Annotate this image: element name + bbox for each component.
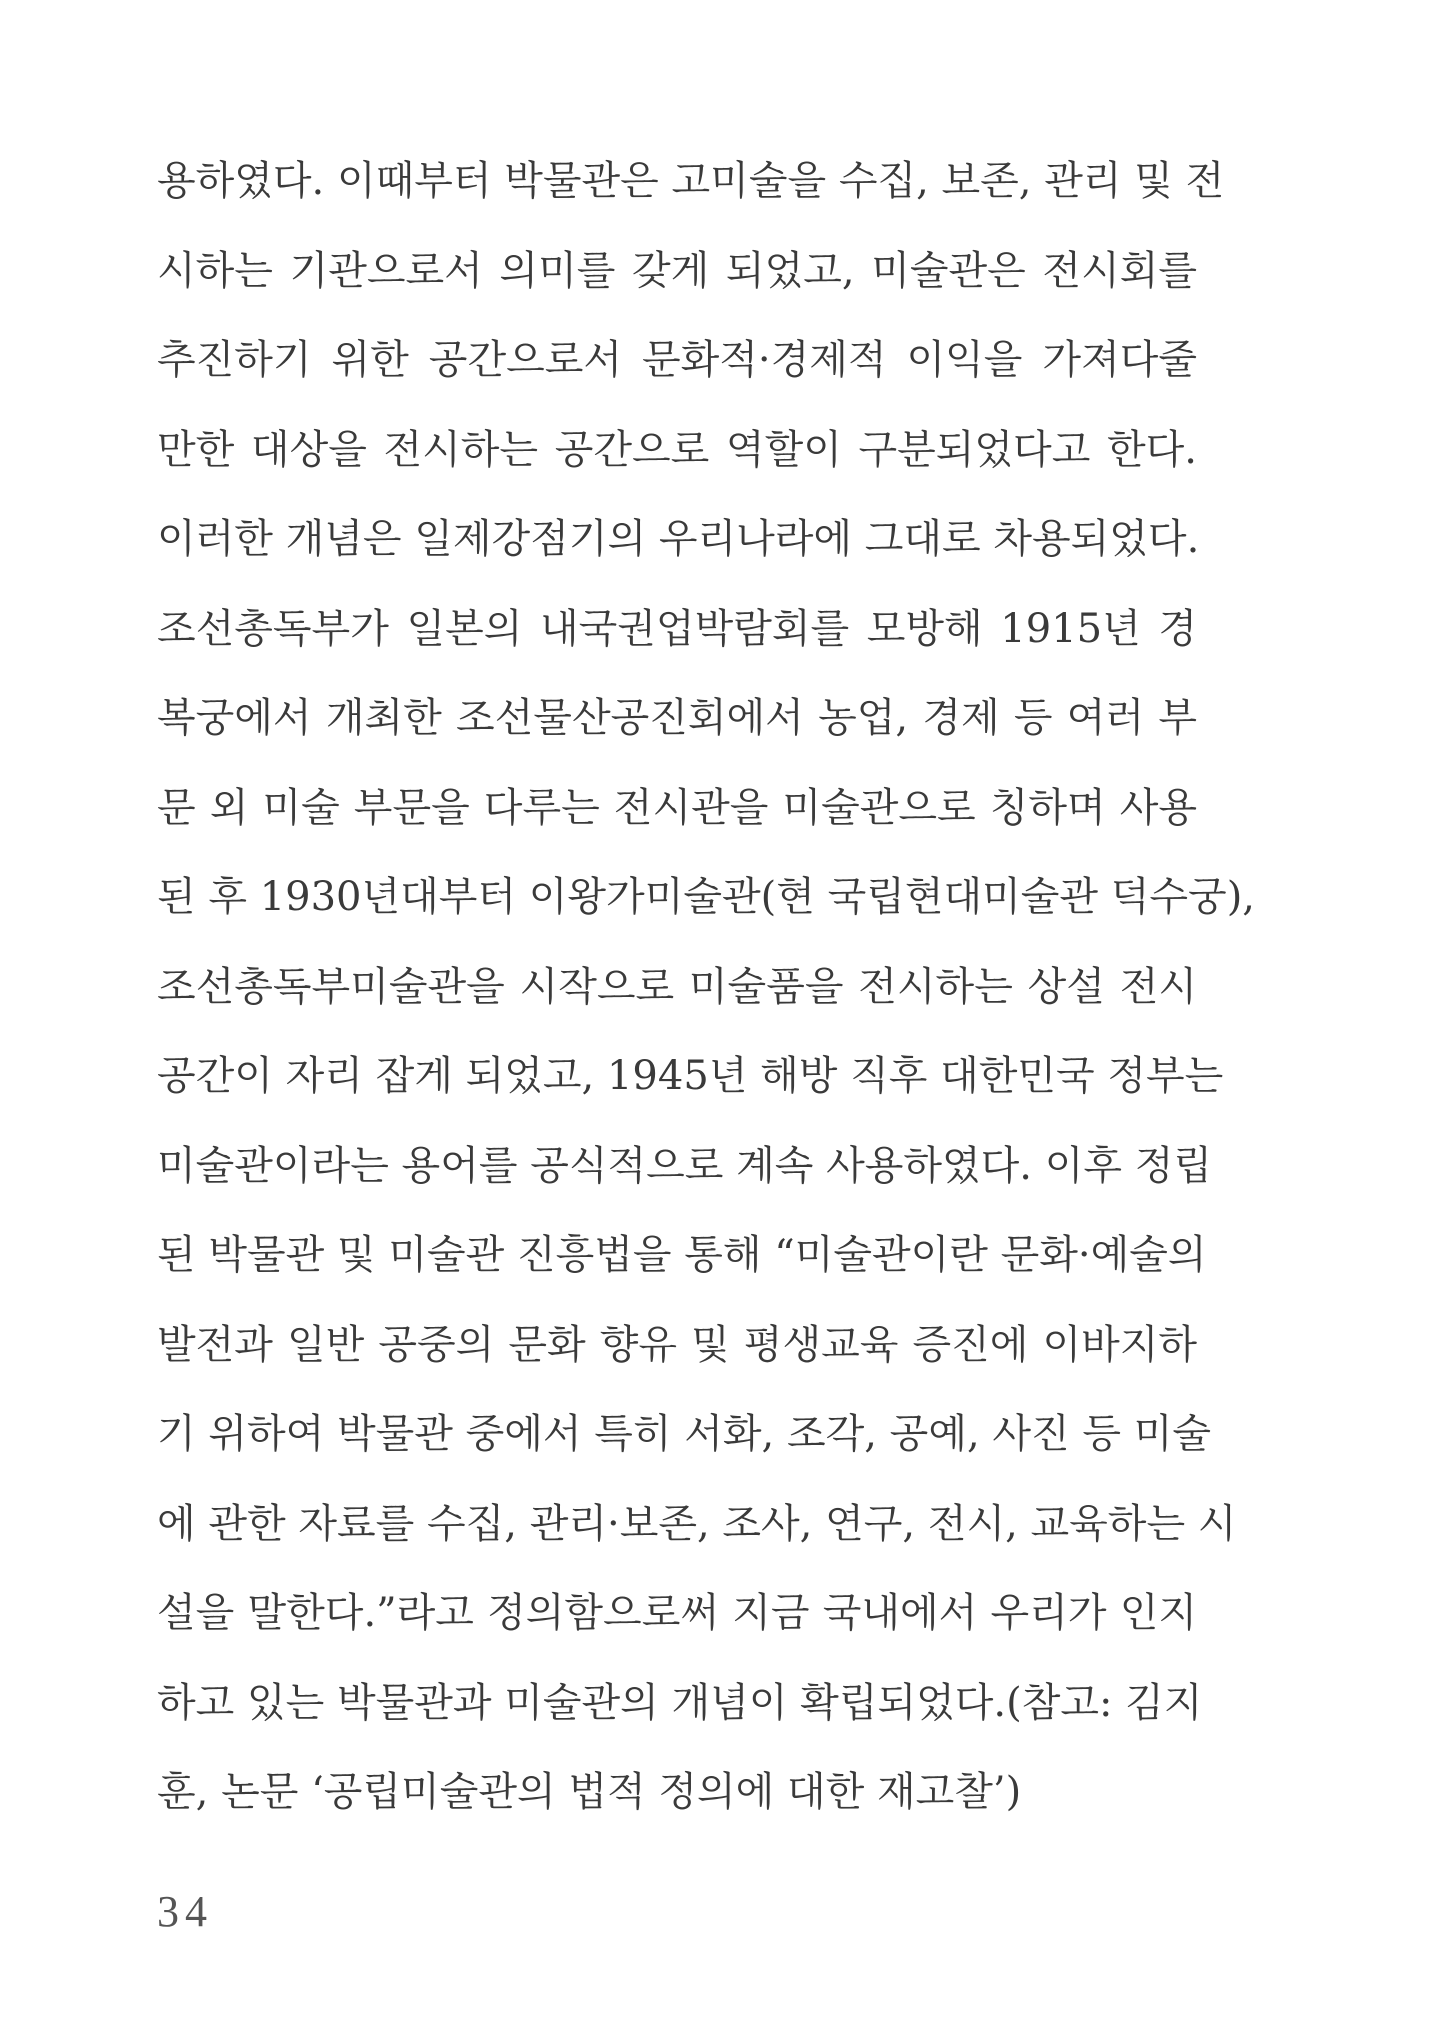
body-text [157,156,1256,1857]
text-line: 된 후 1930년대부터 이왕가미술관(현 국립현대미술관 덕수궁), [157,874,1256,920]
text-line: 복궁에서 개최한 조선물산공진회에서 농업, 경제 등 여러 부 [157,695,1197,741]
page-number: 34 [157,1887,213,1936]
text-line: 훈, 논문 ‘공립미술관의 법적 정의에 대한 재고찰’) [157,1769,1022,1815]
text-line: 용하였다. 이때부터 박물관은 고미술을 수집, 보존, 관리 및 전 [157,158,1225,204]
text-line: 이러한 개념은 일제강점기의 우리나라에 그대로 차용되었다. [157,516,1200,562]
text-line: 에 관한 자료를 수집, 관리·보존, 조사, 연구, 전시, 교육하는 시 [157,1500,1237,1547]
text-line: 발전과 일반 공중의 문화 향유 및 평생교육 증진에 이바지하 [157,1321,1197,1368]
text-line: 공간이 자리 잡게 되었고, 1945년 해방 직후 대한민국 정부는 [157,1053,1224,1099]
text-line: 조선총독부가 일본의 내국권업박람회를 모방해 1915년 경 [157,605,1197,652]
text-line: 시하는 기관으로서 의미를 갖게 되었고, 미술관은 전시회를 [157,247,1197,294]
text-line: 만한 대상을 전시하는 공간으로 역할이 구분되었다고 한다. [157,426,1197,473]
text-line: 조선총독부미술관을 시작으로 미술품을 전시하는 상설 전시 [157,963,1197,1010]
text-line: 하고 있는 박물관과 미술관의 개념이 확립되었다.(참고: 김지 [157,1679,1203,1726]
text-line: 추진하기 위한 공간으로서 문화적·경제적 이익을 가져다줄 [157,337,1197,383]
text-line: 미술관이라는 용어를 공식적으로 계속 사용하였다. 이후 정립 [157,1142,1213,1189]
text-line: 된 박물관 및 미술관 진흥법을 통해 “미술관이란 문화·예술의 [157,1232,1207,1278]
text-line: 기 위하여 박물관 중에서 특히 서화, 조각, 공예, 사진 등 미술 [157,1411,1212,1457]
text-line: 설을 말한다.”라고 정의함으로써 지금 국내에서 우리가 인지 [157,1590,1197,1636]
text-line: 문 외 미술 부문을 다루는 전시관을 미술관으로 칭하며 사용 [157,784,1197,831]
